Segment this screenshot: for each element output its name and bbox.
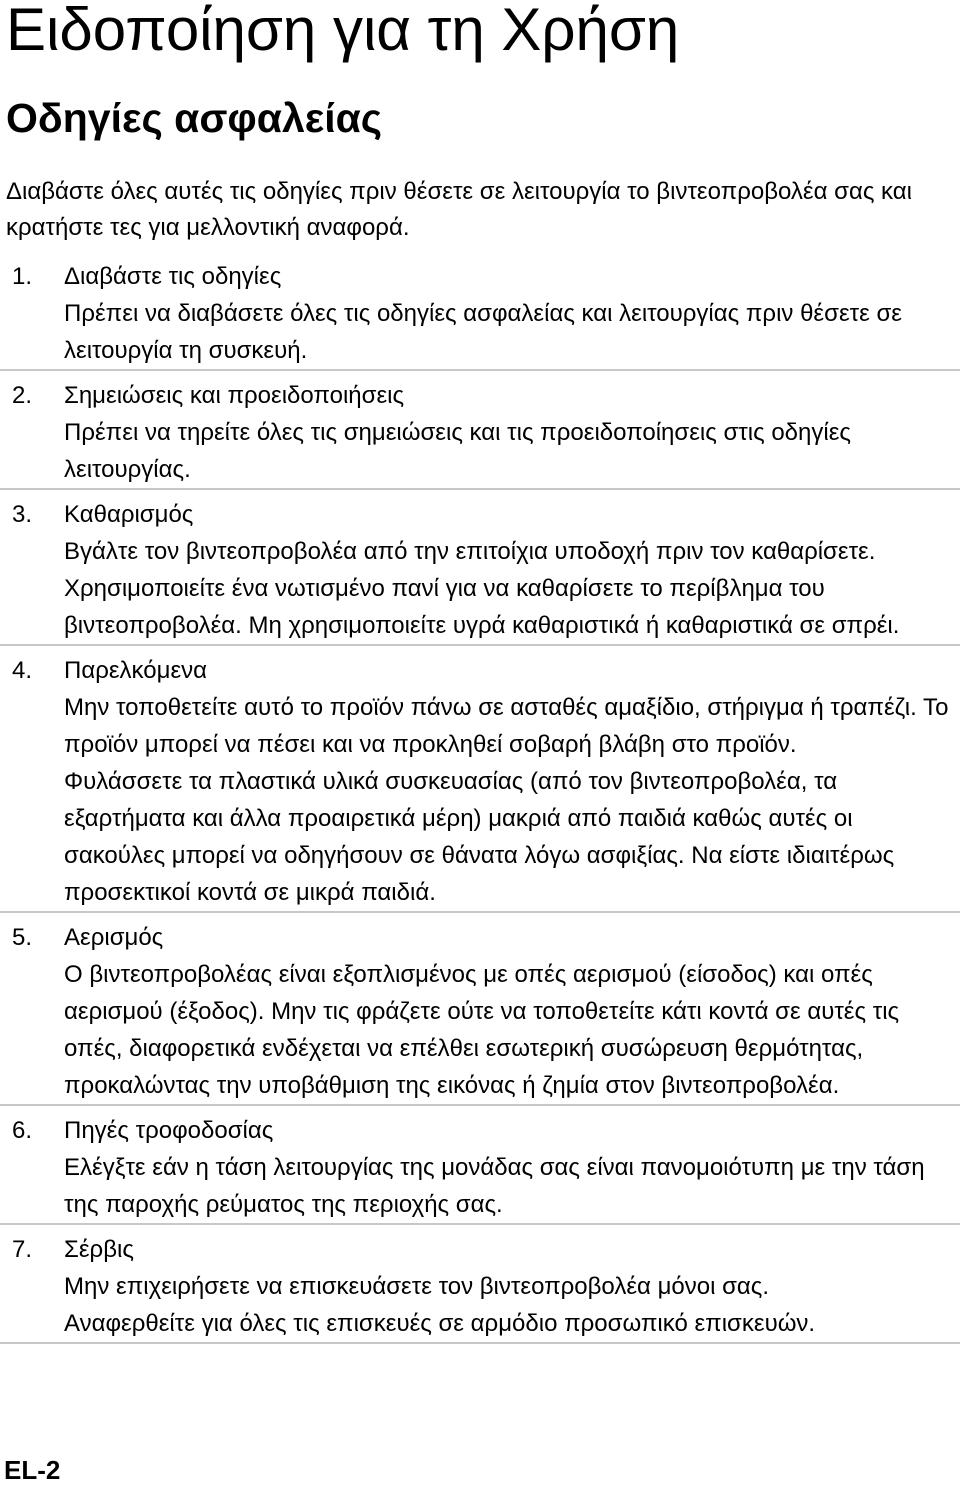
item-number: 7. xyxy=(12,1236,33,1263)
item-number: 1. xyxy=(12,263,33,290)
item-number: 2. xyxy=(12,382,33,409)
list-item xyxy=(0,652,960,913)
item-text: Μην τοποθετείτε αυτό το προϊόν πάνω σε ασταθές αμαξίδιο, στήριγμα ή τραπέζι. Το προϊόν μπορεί να πέσει και να προκληθεί σοβαρή βλάβη στο προϊόν. xyxy=(64,694,949,758)
item-number: 6. xyxy=(12,1117,33,1144)
item-heading: Καθαρισμός xyxy=(64,501,194,528)
document-title: Ειδοποίηση για τη Χρήση xyxy=(6,0,680,63)
item-text: Ο βιντεοπροβολέας είναι εξοπλισμένος με οπές αερισμού (είσοδος) και οπές αερισμού (έξοδος). Μην τις φράζετε ούτε να τοποθετείτε κάτι κοντά σε αυτές τις οπές, διαφορετικά ενδέχεται να επέλθει εσωτερική συσώρευση θερμότητας, προκαλώντας την υποβάθμιση της εικόνας ή ζημία στον βιντεοπροβολέα. xyxy=(64,961,900,1099)
item-heading: Παρελκόμενα xyxy=(64,657,208,684)
list-item xyxy=(0,377,960,490)
section-title: Οδηγίες ασφαλείας xyxy=(6,95,383,141)
item-text-secondary: Φυλάσσετε τα πλαστικά υλικά συσκευασίας (από τον βιντεοπροβολέα, τα εξαρτήματα και άλλα προαιρετικά μέρη) μακριά από παιδιά καθώς αυτές οι σακούλες μπορεί να οδηγήσουν σε θάνατα λόγω ασφιξίας. Να είστε ιδιαιτέρως προσεκτικοί κοντά σε μικρά παιδιά. xyxy=(64,768,895,906)
item-heading: Διαβάστε τις οδηγίες xyxy=(64,263,282,290)
item-number: 3. xyxy=(12,501,33,528)
item-heading: Σέρβις xyxy=(64,1236,134,1263)
list-item xyxy=(0,1112,960,1225)
item-text: Πρέπει να διαβάσετε όλες τις οδηγίες ασφαλείας και λειτουργίας πριν θέσετε σε λειτουργία τη συσκευή. xyxy=(64,300,902,364)
item-text: Ελέγξτε εάν η τάση λειτουργίας της μονάδας σας είναι πανομοιότυπη με την τάση της παροχής ρεύματος της περιοχής σας. xyxy=(64,1154,925,1218)
safety-instructions-list xyxy=(0,258,960,1350)
list-item xyxy=(0,496,960,646)
item-text-secondary: Αναφερθείτε για όλες τις επισκευές σε αρμόδιο προσωπικό επισκευών. xyxy=(64,1310,816,1337)
item-text: Βγάλτε τον βιντεοπροβολέα από την επιτοίχια υποδοχή πριν τον καθαρίσετε. Χρησιμοποιείτε ένα νωτισμένο πανί για να καθαρίσετε το περίβλημα του βιντεοπροβολέα. Μη χρησιμοποιείτε υγρά καθαριστικά ή καθαριστικά σε σπρέι. xyxy=(64,538,900,639)
intro-paragraph: Διαβάστε όλες αυτές τις οδηγίες πριν θέσετε σε λειτουργία το βιντεοπροβολέα σας και κρατήστε τες για μελλοντική αναφορά. xyxy=(6,178,912,241)
item-number: 4. xyxy=(12,657,33,684)
list-item xyxy=(0,258,960,371)
list-item xyxy=(0,919,960,1106)
item-heading: Σημειώσεις και προειδοποιήσεις xyxy=(64,382,405,409)
item-number: 5. xyxy=(12,924,33,951)
item-text: Μην επιχειρήσετε να επισκευάσετε τον βιντεοπροβολέα μόνοι σας. xyxy=(64,1273,770,1300)
page-number: EL-2 xyxy=(4,1455,61,1485)
item-heading: Αερισμός xyxy=(64,924,164,951)
list-item xyxy=(0,1231,960,1344)
item-text: Πρέπει να τηρείτε όλες τις σημειώσεις και τις προειδοποίησεις στις οδηγίες λειτουργίας. xyxy=(64,419,851,483)
item-heading: Πηγές τροφοδοσίας xyxy=(64,1117,274,1144)
